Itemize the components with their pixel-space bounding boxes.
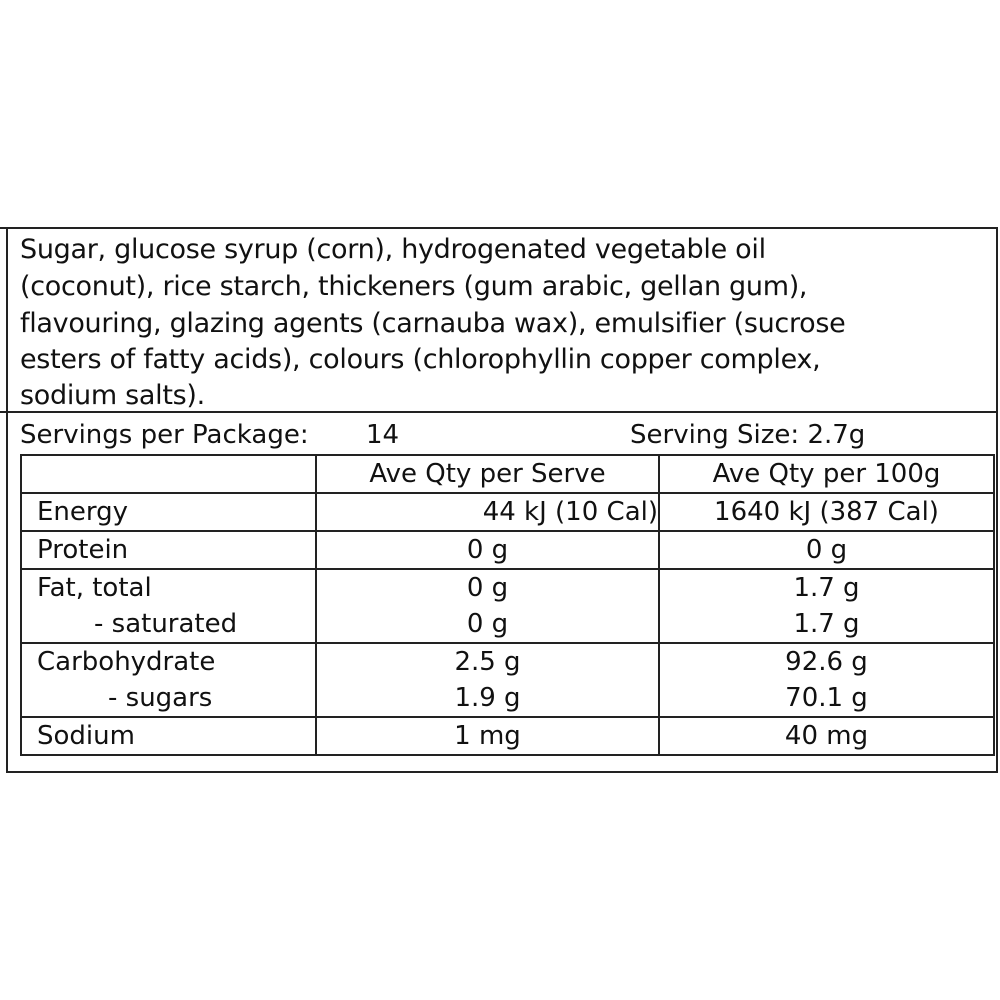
servings-per-package-label: Servings per Package: — [20, 420, 309, 450]
nutrient-100g-value: 70.1 g — [659, 680, 994, 717]
table-header-cell: Ave Qty per 100g — [659, 455, 994, 493]
nutrient-name: - sugars — [21, 680, 316, 717]
nutrient-serve-value: 0 g — [316, 569, 659, 606]
table-row — [21, 643, 994, 680]
nutrient-100g-value: 0 g — [659, 531, 994, 569]
table-row — [21, 569, 994, 606]
nutrient-name: Sodium — [21, 717, 316, 755]
nutrient-name: Energy — [21, 493, 316, 531]
nutrient-100g-value: 1.7 g — [659, 569, 994, 606]
nutrient-100g-value: 40 mg — [659, 717, 994, 755]
ingredients-line: flavouring, glazing agents (carnauba wax), emulsifier (sucrose — [20, 308, 846, 339]
ingredients-line: (coconut), rice starch, thickeners (gum arabic, gellan gum), — [20, 271, 808, 302]
table-row — [21, 606, 994, 643]
nutrient-serve-value: 0 g — [316, 606, 659, 643]
nutrient-serve-value: 1 mg — [316, 717, 659, 755]
nutrient-name: Fat, total — [21, 569, 316, 606]
servings-per-package-value: 14 — [366, 420, 400, 450]
nutrient-name: - saturated — [21, 606, 316, 643]
outer-left-border — [6, 227, 8, 773]
nutrient-serve-value: 44 kJ (10 Cal) — [316, 493, 659, 531]
nutrient-name: Carbohydrate — [21, 643, 316, 680]
nutrient-name: Protein — [21, 531, 316, 569]
table-row — [21, 680, 994, 717]
nutrient-100g-value: 1640 kJ (387 Cal) — [659, 493, 994, 531]
ingredients-line: Sugar, glucose syrup (corn), hydrogenated vegetable oil — [20, 234, 766, 265]
table-header-cell: Ave Qty per Serve — [316, 455, 659, 493]
nutrient-serve-value: 2.5 g — [316, 643, 659, 680]
nutrition-table — [20, 454, 995, 756]
nutrient-serve-value: 1.9 g — [316, 680, 659, 717]
nutrient-100g-value: 1.7 g — [659, 606, 994, 643]
table-row — [21, 531, 994, 569]
serving-size: Serving Size: 2.7g — [630, 420, 866, 450]
outer-right-border — [996, 227, 998, 773]
outer-bottom-border — [6, 771, 998, 773]
ingredients-line: sodium salts). — [20, 380, 205, 411]
table-row — [21, 717, 994, 755]
ingredients-line: esters of fatty acids), colours (chlorophyllin copper complex, — [20, 344, 821, 375]
nutrient-100g-value: 92.6 g — [659, 643, 994, 680]
table-row — [21, 493, 994, 531]
nutrient-serve-value: 0 g — [316, 531, 659, 569]
outer-top-border — [0, 227, 998, 229]
table-header-cell — [21, 455, 316, 493]
table-header-row — [21, 455, 994, 493]
